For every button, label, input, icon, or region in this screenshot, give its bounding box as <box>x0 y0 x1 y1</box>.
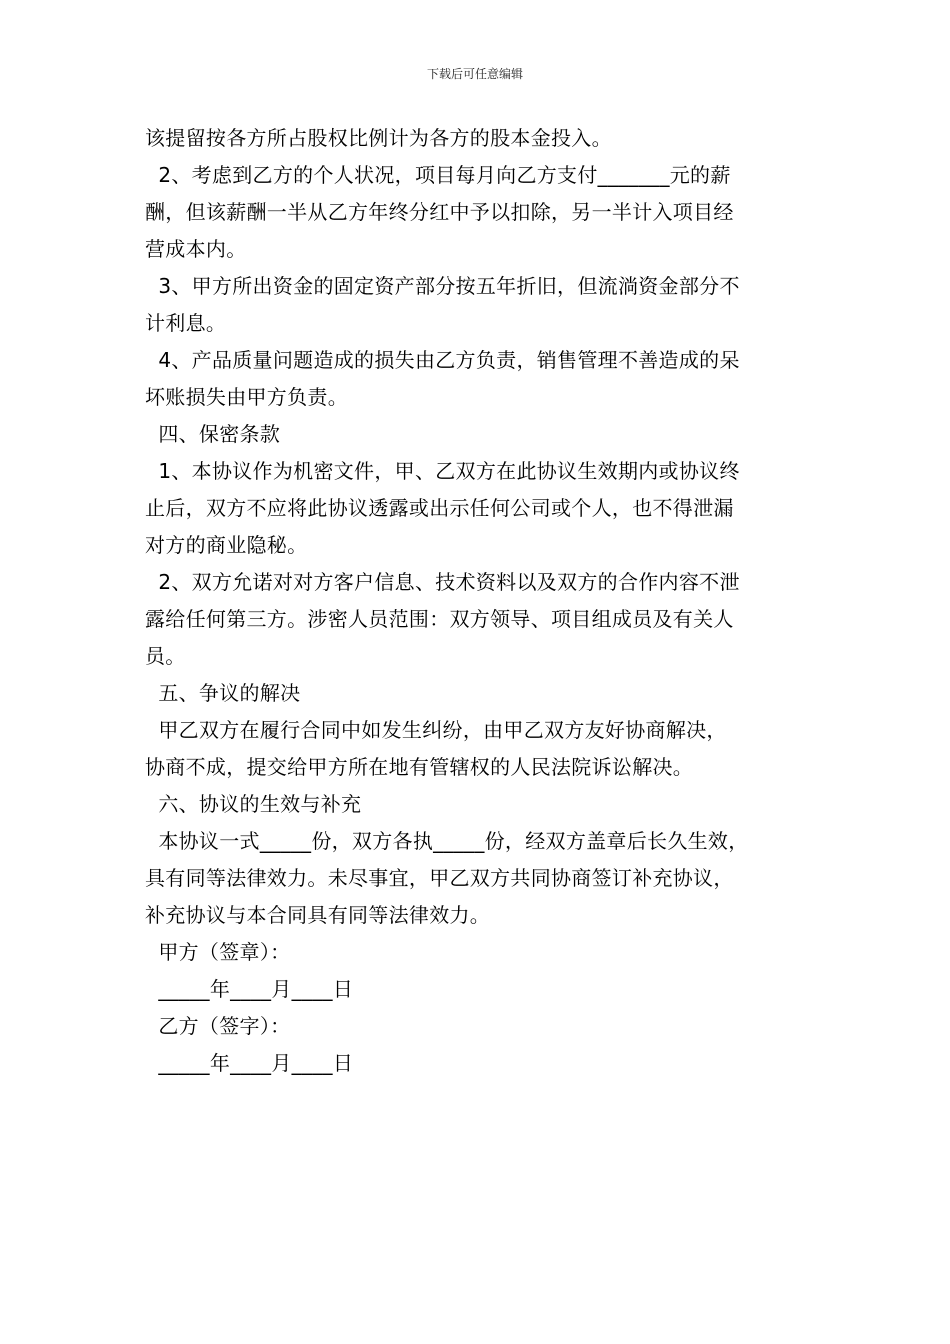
paragraph-line: 3、甲方所出资金的固定资产部分按五年折旧，但流淌资金部分不 <box>145 274 740 298</box>
paragraph-line: 止后，双方不应将此协议透露或出示任何公司或个人，也不得泄漏 <box>145 496 734 520</box>
paragraph-line: 本协议一式_____份，双方各执_____份，经双方盖章后长久生效， <box>145 829 749 853</box>
paragraph-line: 1、本协议作为机密文件，甲、乙双方在此协议生效期内或协议终 <box>145 459 740 483</box>
paragraph-line: 计利息。 <box>145 311 227 335</box>
paragraph-line: 2、考虑到乙方的个人状况，项目每月向乙方支付_______元的薪 <box>145 163 731 187</box>
section-heading: 六、协议的生效与补充 <box>145 792 362 816</box>
paragraph-line: 露给任何第三方。涉密人员范围：双方领导、项目组成员及有关人 <box>145 607 734 631</box>
signature-date-party-a: _____年____月____日 <box>145 977 354 1001</box>
paragraph-line: 补充协议与本合同具有同等法律效力。 <box>145 903 491 927</box>
signature-label-party-b: 乙方（签字）： <box>145 1014 291 1038</box>
paragraph-line: 坏账损失由甲方负责。 <box>145 385 348 409</box>
page-header: 下载后可任意编辑 <box>426 67 523 81</box>
document-body <box>145 120 810 1082</box>
signature-date-party-b: _____年____月____日 <box>145 1051 354 1075</box>
paragraph-line: 酬，但该薪酬一半从乙方年终分红中予以扣除，另一半计入项目经 <box>145 200 734 224</box>
signature-label-party-a: 甲方（签章）： <box>145 940 291 964</box>
paragraph-line: 具有同等法律效力。未尽事宜，甲乙双方共同协商签订补充协议， <box>145 866 734 890</box>
paragraph-line: 营成本内。 <box>145 237 247 261</box>
paragraph-line: 协商不成，提交给甲方所在地有管辖权的人民法院诉讼解决。 <box>145 755 694 779</box>
section-heading: 五、争议的解决 <box>145 681 301 705</box>
paragraph-line: 2、双方允诺对对方客户信息、技术资料以及双方的合作内容不泄 <box>145 570 740 594</box>
paragraph-line: 对方的商业隐秘。 <box>145 533 308 557</box>
paragraph-line: 该提留按各方所占股权比例计为各方的股本金投入。 <box>145 126 612 150</box>
paragraph-line: 甲乙双方在履行合同中如发生纠纷，由甲乙双方友好协商解决， <box>145 718 727 742</box>
paragraph-line: 员。 <box>145 644 186 668</box>
paragraph-line: 4、产品质量问题造成的损失由乙方负责，销售管理不善造成的呆 <box>145 348 740 372</box>
section-heading: 四、保密条款 <box>145 422 281 446</box>
